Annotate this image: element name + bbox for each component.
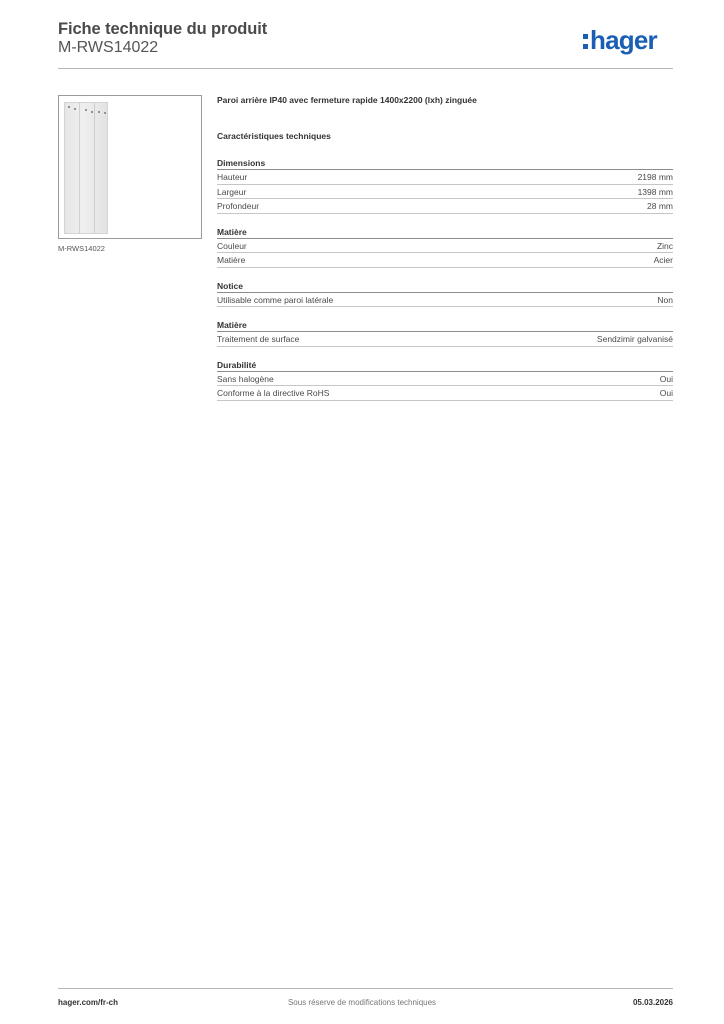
logo-dots-icon: [583, 34, 589, 52]
spec-label: Matière: [217, 255, 246, 265]
footer-divider: [58, 988, 673, 989]
spec-group-dimensions: [217, 157, 673, 214]
group-title: Matière: [217, 226, 673, 239]
spec-label: Utilisable comme paroi latérale: [217, 294, 334, 305]
spec-value: Oui: [659, 388, 673, 398]
product-description: Paroi arrière IP40 avec fermeture rapide 1400x2200 (lxh) zinguée: [217, 95, 477, 105]
spec-group-material: [217, 226, 673, 268]
image-caption: M-RWS14022: [58, 244, 105, 253]
spec-label: Largeur: [217, 186, 247, 197]
spec-value: Oui: [659, 373, 673, 384]
spec-value: 1398 mm: [637, 186, 673, 197]
footer-disclaimer: Sous réserve de modifications techniques: [287, 998, 437, 1007]
spec-group-durability: [217, 359, 673, 401]
spec-label: Couleur: [217, 240, 247, 251]
spec-label: Traitement de surface: [217, 334, 300, 344]
spec-label: Profondeur: [217, 201, 260, 211]
spec-row: [217, 293, 673, 308]
section-title: Caractéristiques techniques: [217, 131, 331, 141]
page-title: Fiche technique du produit: [58, 20, 268, 38]
spec-group-surface: [217, 319, 673, 347]
spec-row: [217, 372, 673, 387]
spec-row: [217, 185, 673, 200]
spec-value: Zinc: [656, 240, 673, 251]
group-title: Durabilité: [217, 359, 673, 372]
product-reference: M-RWS14022: [58, 39, 159, 56]
group-title: Dimensions: [217, 157, 673, 170]
spec-row: [217, 253, 673, 268]
spec-row: [217, 332, 673, 347]
rear-panel-illustration: [64, 102, 108, 234]
spec-value: 28 mm: [647, 201, 673, 211]
spec-content: [217, 95, 673, 401]
spec-value: Acier: [653, 255, 673, 265]
spec-value: 2198 mm: [637, 172, 673, 182]
group-title: Notice: [217, 280, 673, 293]
spec-row: [217, 239, 673, 254]
spec-row: [217, 386, 673, 401]
spec-label: Hauteur: [217, 172, 248, 182]
footer-website: hager.com/fr-ch: [58, 998, 119, 1007]
footer-date: 05.03.2026: [632, 998, 673, 1007]
spec-value: Non: [657, 294, 673, 305]
logo-wordmark: hager: [590, 25, 657, 55]
spec-group-notice: [217, 280, 673, 308]
spec-row: [217, 170, 673, 185]
group-title: Matière: [217, 319, 673, 332]
spec-value: Sendzimir galvanisé: [596, 334, 673, 344]
page-header: [58, 20, 673, 70]
hager-logo: [583, 25, 673, 58]
spec-label: Sans halogène: [217, 373, 274, 384]
product-image: [58, 95, 202, 239]
header-divider: [58, 68, 673, 69]
spec-label: Conforme à la directive RoHS: [217, 388, 330, 398]
spec-row: [217, 199, 673, 214]
